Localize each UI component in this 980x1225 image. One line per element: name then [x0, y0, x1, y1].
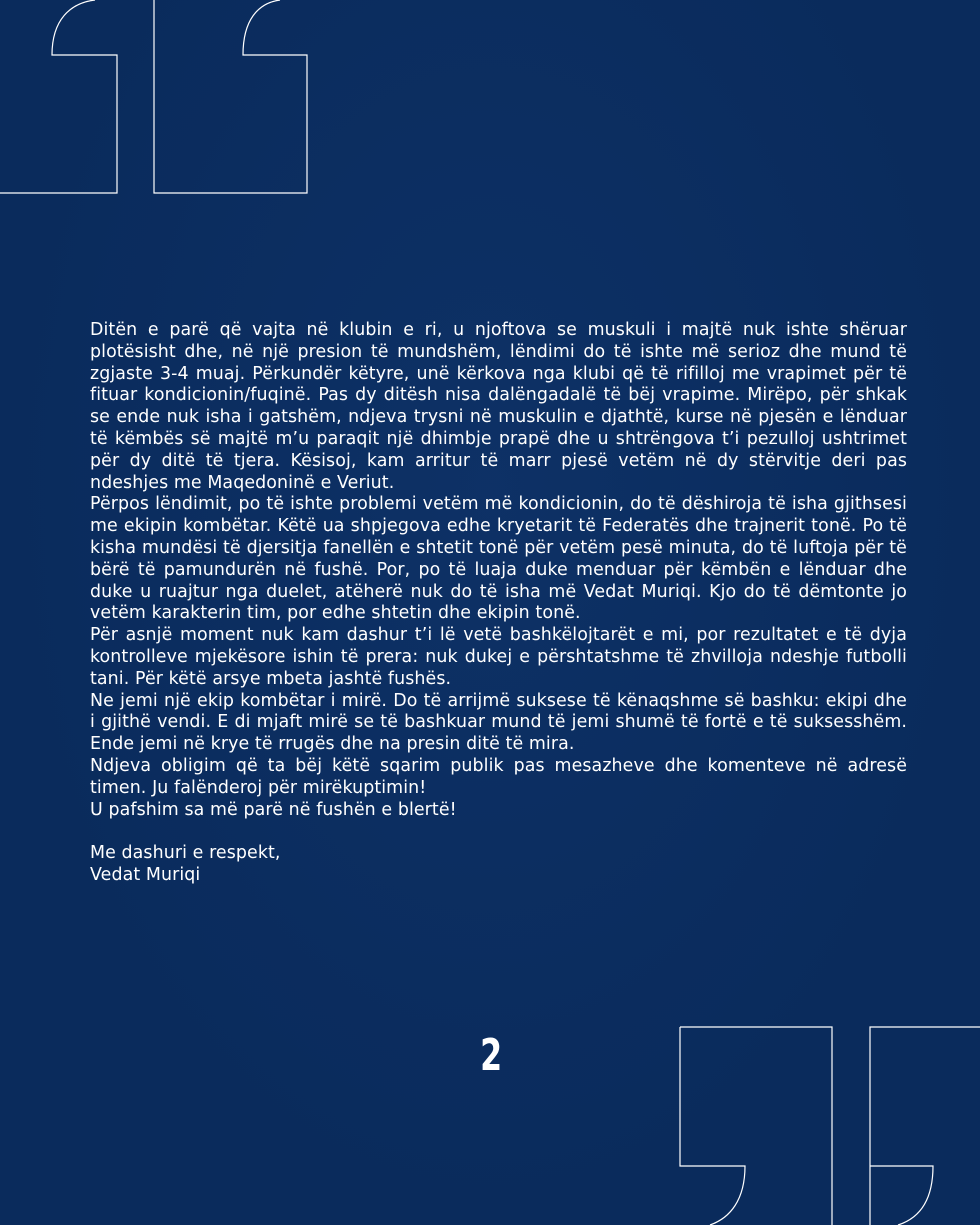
letter-paragraph: Ditën e parë që vajta në klubin e ri, u njoftova se muskuli i majtë nuk ishte shëruar plotësisht dhe, në një presion të mundshëm, lëndimi do të ishte më serioz dhe mund të zgjaste 3-4 muaj. Përkundër këtyre, unë kërkova nga klubi që të rifilloj me vrapimet për të fituar kondicionin/fuqinë. Pas dy ditësh nisa dalëngadalë të bëj vrapime. Mirëpo, për shkak se ende nuk isha i gatshëm, ndjeva trysni në muskulin e djathtë, kurse në pjesën e lënduar të këmbës së majtë m’u paraqit një dhimbje prapë dhe u shtrëngova t’i pezulloj ushtrimet për dy ditë të tjera. Kësisoj, kam arritur të marr pjesë vetëm në dy stërvitje deri pas ndeshjes me Maqedoninë e Veriut. — [90, 320, 907, 493]
letter-paragraph: Ndjeva obligim që ta bëj këtë sqarim publik pas mesazheve dhe komenteve në adresë timen. Ju falënderoj për mirëkuptimin! — [90, 755, 907, 798]
letter-paragraph: Ne jemi një ekip kombëtar i mirë. Do të arrijmë suksese të kënaqshme së bashku: ekipi dhe i gjithë vendi. E di mjaft mirë se të bashkuar mund të jemi shumë të fortë e të suksesshëm. Ende jemi në krye të rrugës dhe na presin ditë të mira. — [90, 690, 907, 755]
letter-signoff — [90, 843, 907, 887]
close-quote-right-mark — [870, 1027, 980, 1225]
letter-closing: Me dashuri e respekt, — [90, 843, 281, 864]
open-quote-left-mark — [0, 0, 117, 193]
letter-paragraph: Përpos lëndimit, po të ishte problemi vetëm më kondicionin, do të dëshiroja të isha gjithsesi me ekipin kombëtar. Këtë ua shpjegova edhe kryetarit të Federatës dhe trajnerit tonë. Po të kisha mundësi të djersitja fanellën e shtetit tonë për vetëm pesë minuta, do të luftoja për të bërë të pamundurën në fushë. Por, po të luaja duke menduar për këmbën e lënduar dhe duke u ruajtur nga duelet, atëherë nuk do të isha më Vedat Muriqi. Kjo do të dëmtonte jo vetëm karakterin tim, por edhe shtetin dhe ekipin tonë. — [90, 494, 907, 624]
open-quote-right-mark — [154, 0, 307, 193]
page-number: 2 — [480, 1030, 503, 1081]
letter-paragraph: U pafshim sa më parë në fushën e blertë! — [90, 799, 457, 820]
open-quote-icon — [0, 0, 320, 200]
letter-paragraph: Për asnjë moment nuk kam dashur t’i lë vetë bashkëlojtarët e mi, por rezultatet e të dyja kontrolleve mjekësore ishin të prera: nuk dukej e përshtatshme të zhvilloja ndeshje futbolli tani. Për këtë arsye mbeta jashtë fushës. — [90, 625, 907, 689]
letter-signature: Vedat Muriqi — [90, 864, 201, 885]
letter-body — [90, 320, 907, 887]
